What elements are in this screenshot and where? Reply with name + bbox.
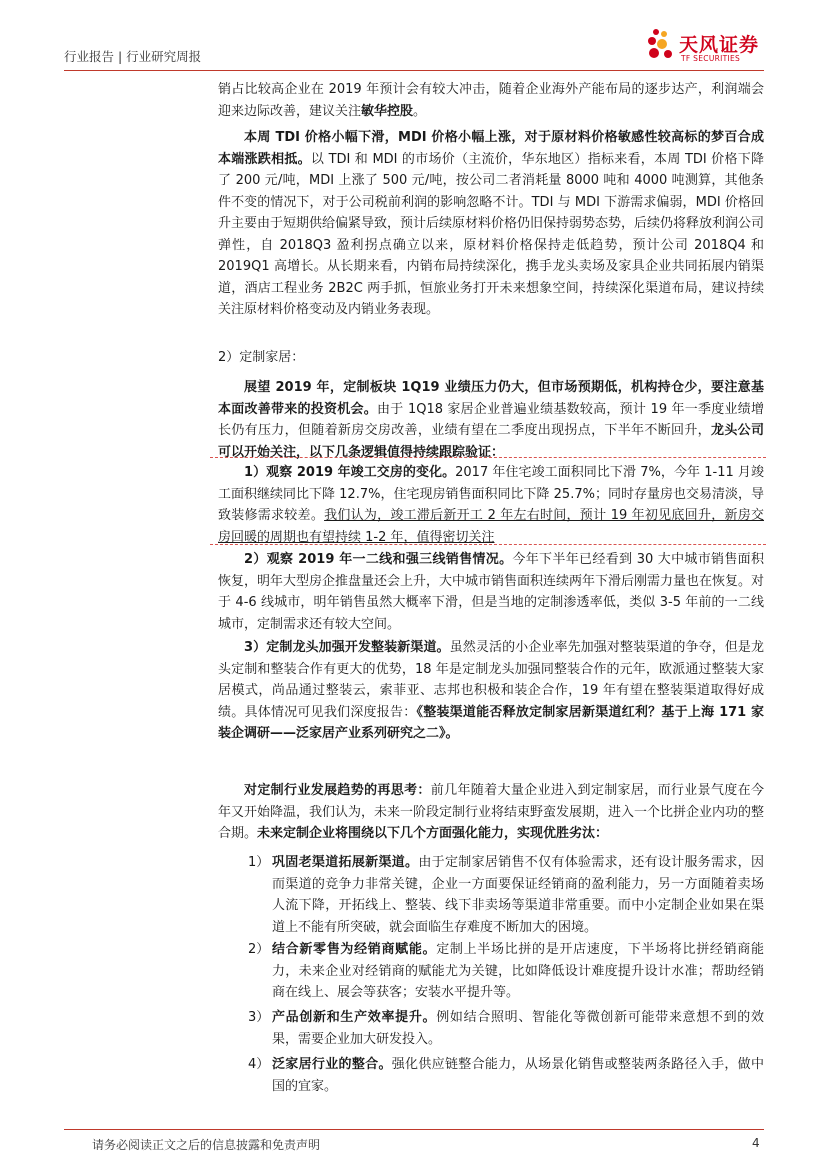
logo-english-name: TF SECURITIES	[681, 54, 741, 63]
paragraph-4	[218, 780, 764, 845]
para4-text: 前几年随着大量企业进入到定制家居，而行业景气度在今年又开始降温，我们认为，未来一阶段定制行业将结束野蛮发展期，进入一个比拼企业内功的整合期。	[218, 783, 765, 841]
paragraph-3	[218, 377, 764, 463]
item1-underlined: 我们认为，竣工滞后新开工 2 年左右时间，预计 19 年初见底回升，新房交房回暖的周期也有望持续 1-2 年，值得密切关注	[218, 508, 764, 545]
list-item-bold: 泛家居行业的整合。	[272, 1057, 392, 1072]
paragraph-1	[218, 79, 764, 122]
para1-highlight: 敏华控股	[361, 103, 414, 119]
list-item	[248, 1007, 764, 1050]
logic-item-3	[218, 637, 764, 745]
list-item-text: 定制上半场比拼的是开店速度，下半场将比拼经销商能力，未来企业对经销商的赋能尤为关键，比如降低设计难度提升设计水准；帮助经销商在线上、展会等获客；安装水平提升等。	[272, 942, 764, 1000]
list-number: 1）	[248, 855, 270, 870]
disclaimer-text: 请务必阅读正文之后的信息披露和免责声明	[92, 1138, 321, 1152]
logo-chinese-name: 天风证券	[679, 34, 760, 56]
company-logo	[647, 26, 767, 66]
para4-bold1: 对定制行业发展趋势的再思考：	[244, 783, 431, 798]
list-number: 4）	[248, 1057, 270, 1072]
para3-bold1: 展望 2019 年，定制板块 1Q19 业绩压力仍大，但市场预期低，机构持仓少，要注意基本面改善带来的投资机会。	[218, 380, 764, 417]
para1-line2: 端会迎来边际改善，建议关注	[218, 82, 764, 119]
logic-item-2	[218, 549, 764, 635]
item3-bold: 3）定制龙头加强开发整装新渠道。	[244, 640, 450, 655]
report-category: 行业报告 | 行业研究周报	[64, 49, 202, 64]
list-item	[248, 939, 764, 1004]
list-number: 2）	[248, 942, 270, 957]
list-item	[248, 1054, 764, 1097]
item3-report-title: 《整装渠道能否释放定制家居新渠道红利？基于上海 171 家装企调研——泛家居产业系列研究之二》。	[218, 704, 764, 741]
para4-bold2: 未来定制企业将围绕以下几个方面强化能力，实现优胜劣汰：	[257, 826, 609, 841]
item2-text: 今年下半年已经看到 30 大中城市销售面积恢复，明年大型房企推盘量还会上升，大中城市销售面积连续两年下滑后刚需力量也在恢复。对于 4-6 线城市，明年销售虽然大概率下滑，但是当地的定制渗透率低，类似 3-5 年前的一二线城市，定制需求还有较大空间。	[218, 552, 765, 632]
section-title-custom-home: 2）定制家居：	[218, 350, 305, 365]
para1-end: 。	[413, 103, 427, 119]
para2-bold: 本周 TDI 价格小幅下滑，MDI 价格小幅上涨，对于原材料价格敏感性较高标的梦百合成本端涨跌相抵。	[218, 130, 764, 167]
highlight-border-top	[210, 457, 766, 458]
list-item-bold: 产品创新和生产效率提升。	[272, 1010, 437, 1025]
paragraph-2	[218, 127, 764, 321]
item2-bold: 2）观察 2019 年一二线和强三线销售情况。	[244, 552, 513, 567]
list-number: 3）	[248, 1010, 270, 1025]
list-item-text: 强化供应链整合能力，从场景化销售或整装两条路径入手，做中国的宜家。	[272, 1057, 764, 1094]
page-number: 4	[752, 1136, 760, 1150]
item3-text: 虽然灵活的小企业率先加强对整装渠道的争夺，但是龙头定制和整装合作有更大的优势，18 年是定制龙头加强同整装合作的元年，欧派通过整装大家居模式，尚品通过整装云，索菲亚、志邦也积极和装企合作，19 年有望在整装渠道取得好成绩。具体情况可见我们深度报告：	[218, 640, 764, 720]
list-item-text: 由于定制家居销售不仅有体验需求，还有设计服务需求，因而渠道的竞争力非常关键，企业一方面要保证经销商的盈利能力，另一方面随着卖场人流下降，开拓线上、整装、线下非卖场等渠道非常重要。而中小定制企业如果在渠道上不能有所突破，就会面临生存难度不断加大的困境。	[272, 855, 764, 935]
item1-text: 2017 年住宅竣工面积同比下滑 7%，今年 1-11 月竣工面积继续同比下降 12.7%，住宅现房销售面积同比下降 25.7%；同时存量房也交易清淡，导致装修需求较差。	[218, 465, 764, 523]
item1-bold: 1）观察 2019 年竣工交房的变化。	[244, 465, 456, 480]
header-divider	[64, 70, 764, 71]
highlight-border-mid	[210, 544, 766, 545]
list-item-bold: 结合新零售为经销商赋能。	[272, 942, 437, 957]
logic-item-1	[218, 462, 764, 548]
footer-divider	[64, 1129, 764, 1130]
para1-line1: 销占比较高企业在 2019 年预计会有较大冲击，随着企业海外产能布局的逐步达产，利润	[218, 82, 738, 97]
list-item-bold: 巩固老渠道拓展新渠道。	[272, 855, 419, 870]
para3-text: 由于 1Q18 家居企业普遍业绩基数较高，预计 19 年一季度业绩增长仍有压力，但随着新房交房改善，业绩有望在二季度出现拐点，下半年不断回升，	[218, 401, 764, 438]
list-item	[248, 852, 764, 938]
logo-icon	[647, 26, 677, 62]
para3-bold2: 龙头公司可以开始关注，以下几条逻辑值得持续跟踪验证：	[218, 423, 764, 460]
list-item-text: 例如结合照明、智能化等微创新可能带来意想不到的效果，需要企业加大研发投入。	[272, 1010, 764, 1047]
para2-text: 以 TDI 和 MDI 的市场价（主流价，华东地区）指标来看，本周 TDI 价格下降了 200 元/吨，MDI 上涨了 500 元/吨，按公司二者消耗量 8000 吨和 4000 吨测算，其他条件不变的情况下，对于公司税前利润的影响忽略不计。TDI 与 MDI 下游需求偏弱，MDI 价格回升主要由于短期供给偏紧导致，预计后续原材料价格仍旧保持弱势态势，后续仍将释放利润公司弹性，自 2018Q3 盈利拐点确立以来，原材料价格保持走低趋势，预计公司 2018Q4 和 2019Q1 高增长。从长期来看，内销布局持续深化，携手龙头卖场及家具企业共同拓展内销渠道，酒店工程业务 2B2C 两手抓，恒旅业务打开未来想象空间，持续深化渠道布局，建议持续关注原材料价格变动及内销业务表现。	[218, 151, 765, 317]
